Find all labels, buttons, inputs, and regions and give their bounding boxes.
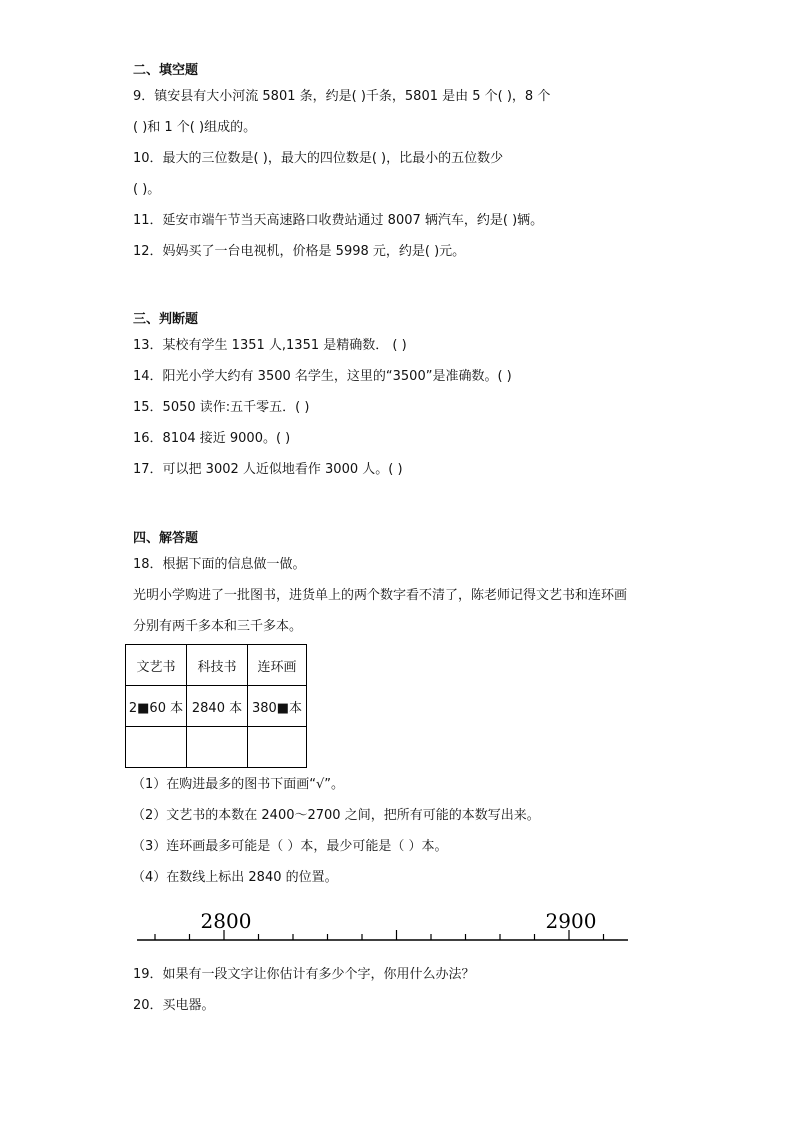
table-cell: 380■本 [248,686,307,727]
number-line-label-right: 2900 [545,909,597,933]
question-18: 18．根据下面的信息做一做。 [133,557,306,572]
table-header-row [126,645,307,686]
table-blank-row [126,727,307,768]
question-15: 15．5050 读作:五千零五．( ) [133,400,310,415]
table-header-cell: 科技书 [187,645,248,686]
question-17: 17．可以把 3002 人近似地看作 3000 人。( ) [133,462,403,477]
section-heading-fill-blank: 二、填空题 [133,63,199,78]
table-blank-cell[interactable] [248,727,307,768]
question-18-sub-2: （2）文艺书的本数在 2400～2700 之间，把所有可能的本数写出来。 [132,808,540,823]
number-line[interactable] [0,900,794,950]
table-header-cell: 文艺书 [126,645,187,686]
table-cell: 2840 本 [187,686,248,727]
question-18-sub-4: （4）在数线上标出 2840 的位置。 [132,870,338,885]
question-19: 19．如果有一段文字让你估计有多少个字，你用什么办法？ [133,967,475,982]
question-9-line-2: ( )和 1 个( )组成的。 [133,120,257,135]
question-14: 14．阳光小学大约有 3500 名学生，这里的“3500”是准确数。( ) [133,369,512,384]
table-blank-cell[interactable] [126,727,187,768]
question-18-sub-3: （3）连环画最多可能是（ ）本，最少可能是（ ）本。 [132,839,448,854]
question-18-text-line-1: 光明小学购进了一批图书，进货单上的两个数字看不清了，陈老师记得文艺书和连环画 [133,588,628,603]
question-20: 20．买电器。 [133,998,215,1013]
question-10-line-1: 10．最大的三位数是( )，最大的四位数是( )，比最小的五位数少 [133,151,504,166]
table-row [126,686,307,727]
number-line-label-left: 2800 [200,909,252,933]
question-13: 13．某校有学生 1351 人,1351 是精确数． ( ) [133,338,407,353]
question-16: 16．8104 接近 9000。( ) [133,431,291,446]
table-cell: 2■60 本 [126,686,187,727]
question-12: 12．妈妈买了一台电视机，价格是 5998 元，约是( )元。 [133,244,466,259]
section-heading-solve: 四、解答题 [133,531,199,546]
table-header-cell: 连环画 [248,645,307,686]
question-9-line-1: 9．镇安县有大小河流 5801 条，约是( )千条，5801 是由 5 个( )，8 个 [133,89,551,104]
section-heading-true-false: 三、判断题 [133,312,199,327]
question-10-line-2: ( )。 [133,182,161,197]
table-blank-cell[interactable] [187,727,248,768]
question-11: 11．延安市端午节当天高速路口收费站通过 8007 辆汽车，约是( )辆。 [133,213,544,228]
question-18-sub-1: （1）在购进最多的图书下面画“√”。 [132,777,345,792]
question-18-text-line-2: 分别有两千多本和三千多本。 [133,619,303,634]
book-table [125,644,307,768]
